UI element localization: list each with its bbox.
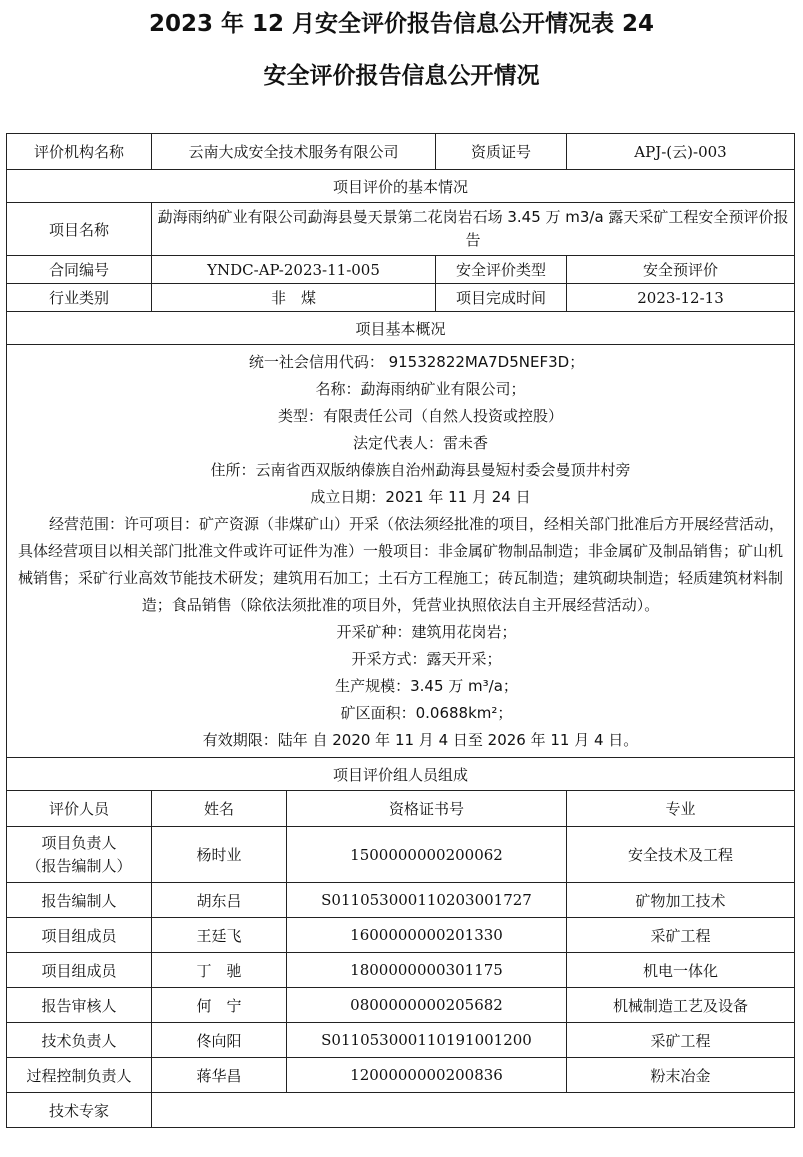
industry-value: 非 煤 xyxy=(152,284,436,312)
basic-section-title: 项目评价的基本情况 xyxy=(7,170,795,203)
member-role: 项目组成员 xyxy=(7,918,152,953)
page-subtitle: 安全评价报告信息公开情况 xyxy=(263,63,540,89)
business-scope: 经营范围：许可项目：矿产资源（非煤矿山）开采（依法须经批准的项目，经相关部门批准后方开展经营活动，具体经营项目以相关部门批准文件或许可证件为准）一般项目：非金属矿物制品制造；非金属矿及制品销售；矿山机械销售；采矿行业高效节能技术研发；建筑用石加工；土石方工程施工；砖瓦制造；建筑砌块制造；轻质建筑材料制造；食品销售（除依法须批准的项目外，凭营业执照依法自主开展经营活动）。 xyxy=(18,514,785,614)
cert-label: 资质证号 xyxy=(436,134,567,170)
header-cert: 资格证书号 xyxy=(287,791,567,827)
industry-row xyxy=(7,284,795,312)
cert-value: APJ-(云)-003 xyxy=(567,134,795,170)
member-cert: 1500000000200062 xyxy=(287,827,567,883)
company-name: 名称：勐海雨纳矿业有限公司； xyxy=(315,379,526,398)
member-cert: 0800000000205682 xyxy=(287,988,567,1023)
summary-section-title: 项目基本概况 xyxy=(7,312,795,345)
member-name: 何 宁 xyxy=(152,988,287,1023)
member-major: 矿物加工技术 xyxy=(567,883,795,918)
contract-label: 合同编号 xyxy=(7,256,152,284)
expert-value xyxy=(152,1093,795,1128)
member-name: 佟向阳 xyxy=(152,1023,287,1058)
mining-area: 矿区面积：0.0688km²； xyxy=(340,703,513,722)
org-value: 云南大成安全技术服务有限公司 xyxy=(152,134,436,170)
company-type: 类型：有限责任公司（自然人投资或控股） xyxy=(278,406,564,425)
finish-label: 项目完成时间 xyxy=(436,284,567,312)
contract-value: YNDC-AP-2023-11-005 xyxy=(152,256,436,284)
industry-label: 行业类别 xyxy=(7,284,152,312)
member-major: 采矿工程 xyxy=(567,1023,795,1058)
project-name-row xyxy=(7,203,795,256)
member-role: 项目组成员 xyxy=(7,953,152,988)
table-row xyxy=(7,988,795,1023)
member-name: 杨时业 xyxy=(152,827,287,883)
header-major: 专业 xyxy=(567,791,795,827)
team-section-row xyxy=(7,758,795,791)
header-role: 评价人员 xyxy=(7,791,152,827)
member-cert: S011053000110203001727 xyxy=(287,883,567,918)
summary-row xyxy=(7,345,795,758)
member-name: 王廷飞 xyxy=(152,918,287,953)
member-role xyxy=(7,827,152,883)
member-major: 采矿工程 xyxy=(567,918,795,953)
member-role: 技术负责人 xyxy=(7,1023,152,1058)
company-address: 住所：云南省西双版纳傣族自治州勐海县曼短村委会曼顶井村旁 xyxy=(210,460,631,479)
finish-value: 2023-12-13 xyxy=(567,284,795,312)
legal-representative: 法定代表人：雷未香 xyxy=(353,433,489,452)
member-name: 蒋华昌 xyxy=(152,1058,287,1093)
member-major: 安全技术及工程 xyxy=(567,827,795,883)
mining-method: 开采方式：露天开采； xyxy=(351,649,502,668)
member-major: 粉末冶金 xyxy=(567,1058,795,1093)
project-name-label: 项目名称 xyxy=(7,203,152,256)
founded-date: 成立日期：2021 年 11 月 24 日 xyxy=(310,487,531,506)
member-name: 丁 驰 xyxy=(152,953,287,988)
eval-type-label: 安全评价类型 xyxy=(436,256,567,284)
credit-code: 统一社会信用代码： 91532822MA7D5NEF3D； xyxy=(248,352,585,371)
member-role: 过程控制负责人 xyxy=(7,1058,152,1093)
table-row xyxy=(7,883,795,918)
member-cert: 1800000000301175 xyxy=(287,953,567,988)
member-cert: 1200000000200836 xyxy=(287,1058,567,1093)
mineral-type: 开采矿种：建筑用花岗岩； xyxy=(336,622,517,641)
team-header-row xyxy=(7,791,795,827)
member-cert: 1600000000201330 xyxy=(287,918,567,953)
member-role-line1: 项目负责人 xyxy=(41,833,117,852)
member-name: 胡东吕 xyxy=(152,883,287,918)
table-row xyxy=(7,827,795,883)
table-row xyxy=(7,918,795,953)
member-role-line2: （报告编制人） xyxy=(26,856,132,875)
page-title: 2023 年 12 月安全评价报告信息公开情况表 24 xyxy=(148,11,655,37)
project-name-value: 勐海雨纳矿业有限公司勐海县曼天景第二花岗岩石场 3.45 万 m3/a 露天采矿工程安全预评价报告 xyxy=(152,203,795,256)
table-row xyxy=(7,953,795,988)
table-row xyxy=(7,1023,795,1058)
member-role: 报告编制人 xyxy=(7,883,152,918)
member-role: 报告审核人 xyxy=(7,988,152,1023)
eval-type-value: 安全预评价 xyxy=(567,256,795,284)
contract-row xyxy=(7,256,795,284)
header-name: 姓名 xyxy=(152,791,287,827)
expert-label: 技术专家 xyxy=(7,1093,152,1128)
expert-row xyxy=(7,1093,795,1128)
production-scale: 生产规模：3.45 万 m³/a； xyxy=(335,676,518,695)
member-major: 机械制造工艺及设备 xyxy=(567,988,795,1023)
validity-period: 有效期限：陆年 自 2020 年 11 月 4 日至 2026 年 11 月 4 日。 xyxy=(202,730,639,749)
team-section-title: 项目评价组人员组成 xyxy=(7,758,795,791)
disclosure-table xyxy=(6,133,795,1128)
basic-section-row xyxy=(7,170,795,203)
table-row xyxy=(7,1058,795,1093)
summary-section-row xyxy=(7,312,795,345)
project-summary xyxy=(7,345,795,758)
member-cert: S011053000110191001200 xyxy=(287,1023,567,1058)
org-label: 评价机构名称 xyxy=(7,134,152,170)
org-row xyxy=(7,134,795,170)
member-major: 机电一体化 xyxy=(567,953,795,988)
